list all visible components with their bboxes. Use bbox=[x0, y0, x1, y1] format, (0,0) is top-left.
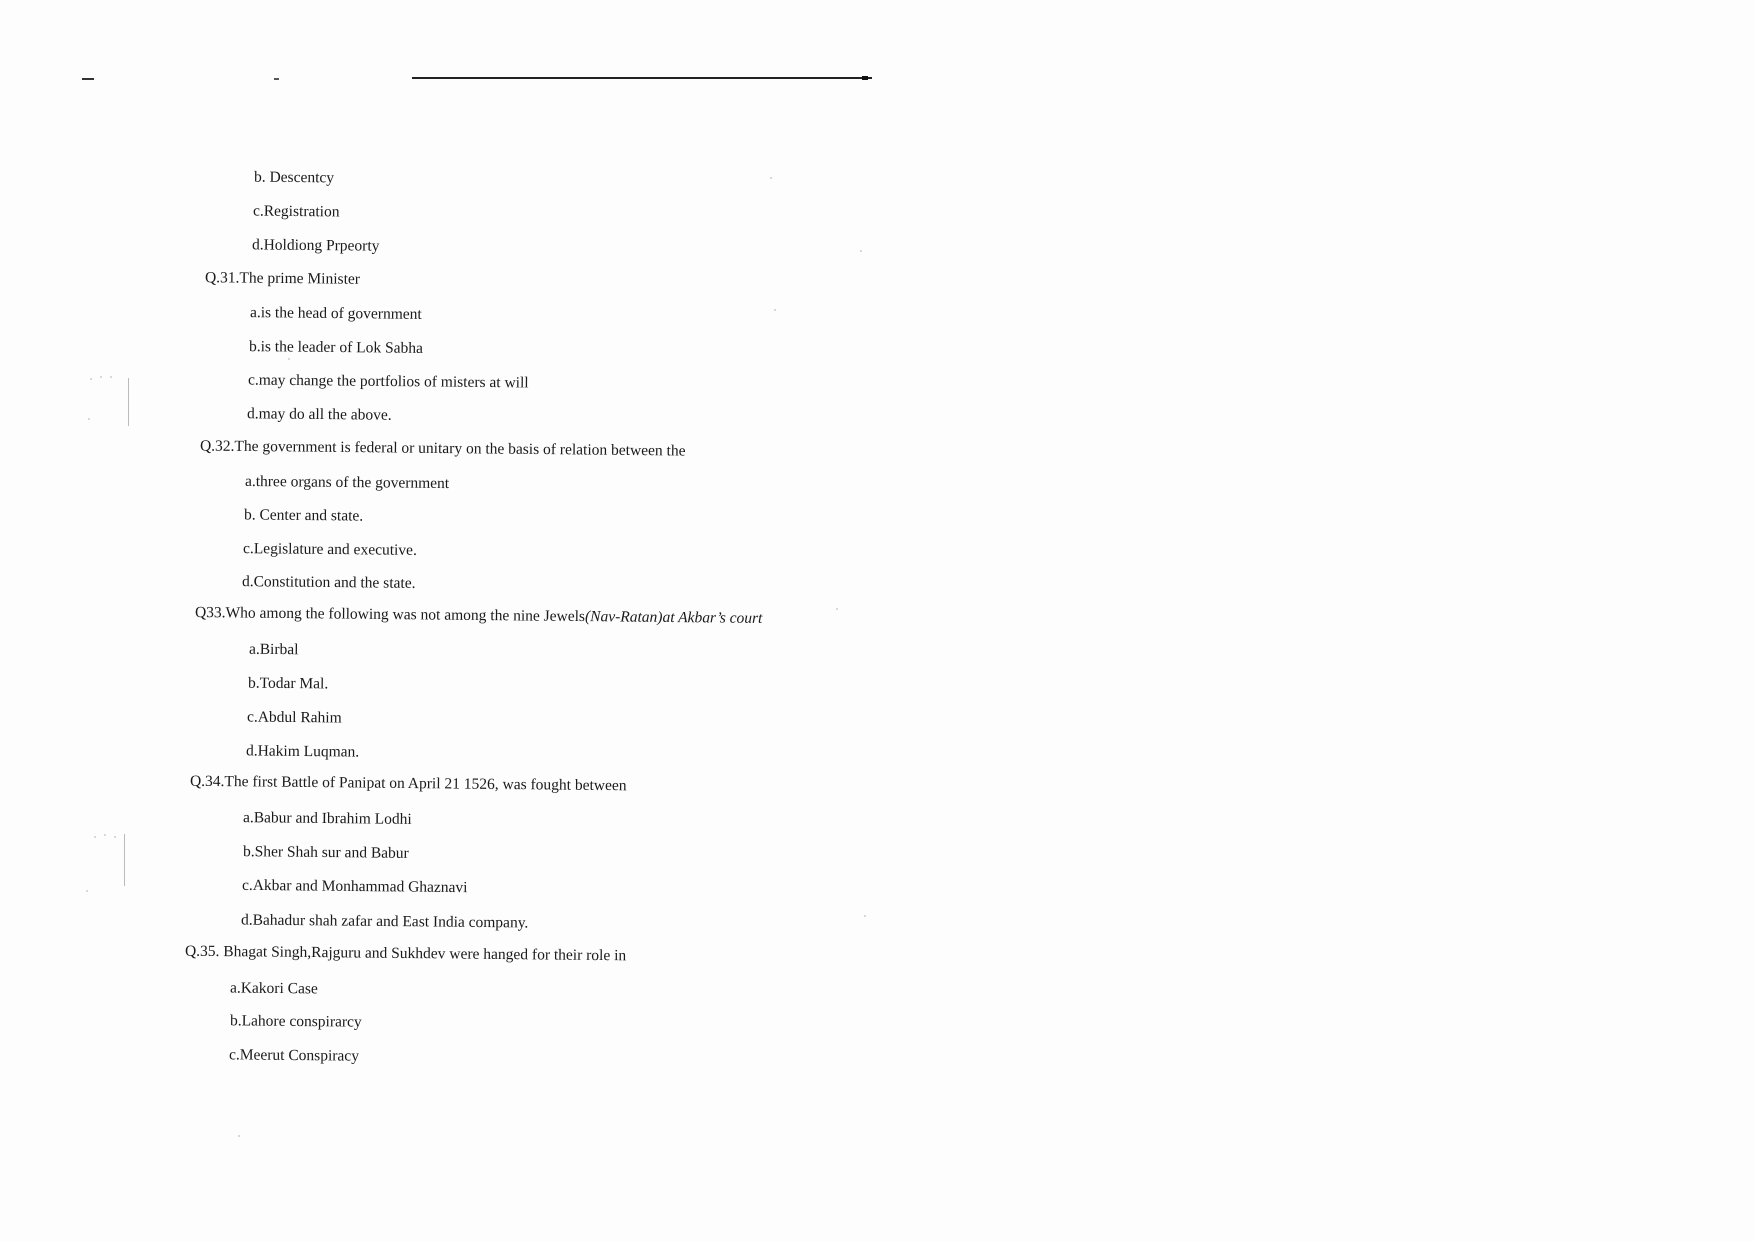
answer-option: c.Legislature and executive. bbox=[242, 540, 417, 559]
answer-option: c.Akbar and Monhammad Ghaznavi bbox=[241, 876, 468, 897]
margin-artifact bbox=[128, 378, 129, 426]
margin-artifact bbox=[124, 834, 125, 886]
margin-artifact bbox=[88, 418, 90, 420]
answer-option: b.Lahore conspirarcy bbox=[229, 1012, 362, 1031]
question-text: Q.31.The prime Minister bbox=[204, 269, 361, 288]
scan-speck bbox=[238, 1135, 240, 1137]
answer-option: d.Constitution and the state. bbox=[241, 573, 416, 592]
answer-option: a.three organs of the government bbox=[244, 472, 450, 493]
answer-option: d.Bahadur shah zafar and East India company. bbox=[240, 911, 529, 932]
scan-mark-dash bbox=[274, 78, 279, 80]
answer-option: d.may do all the above. bbox=[246, 405, 392, 424]
scan-speck bbox=[770, 177, 772, 179]
answer-option: a.Kakori Case bbox=[229, 979, 318, 998]
answer-option: d.Hakim Luqman. bbox=[245, 742, 360, 761]
margin-artifact bbox=[110, 376, 112, 378]
margin-artifact bbox=[90, 378, 92, 380]
scan-mark-dash bbox=[82, 78, 94, 80]
question-text: Q.34.The first Battle of Panipat on April 21 1526, was fought between bbox=[189, 772, 627, 795]
scan-speck bbox=[860, 250, 862, 252]
answer-option: d.Holdiong Prpeorty bbox=[251, 236, 380, 255]
margin-artifact bbox=[100, 376, 102, 378]
answer-option: b.is the leader of Lok Sabha bbox=[248, 338, 423, 357]
answer-option: c.may change the portfolios of misters at will bbox=[247, 371, 529, 392]
margin-artifact bbox=[94, 836, 96, 838]
answer-option: b. Descentcy bbox=[253, 168, 335, 187]
scan-speck bbox=[288, 358, 290, 360]
scan-speck bbox=[774, 309, 776, 311]
question-text: Q.32.The government is federal or unitary on the basis of relation between the bbox=[199, 437, 686, 460]
margin-artifact bbox=[114, 836, 116, 838]
answer-option: a.Birbal bbox=[248, 640, 299, 659]
margin-artifact bbox=[86, 890, 88, 892]
scan-speck bbox=[836, 608, 838, 610]
scan-speck bbox=[864, 915, 866, 917]
answer-option: b. Center and state. bbox=[243, 506, 364, 525]
answer-option: b.Todar Mal. bbox=[247, 674, 329, 693]
header-rule bbox=[412, 77, 872, 79]
question-text bbox=[195, 604, 763, 628]
margin-artifact bbox=[104, 834, 106, 836]
answer-option: b.Sher Shah sur and Babur bbox=[242, 843, 409, 862]
question-text: Q.35. Bhagat Singh,Rajguru and Sukhdev were hanged for their role in bbox=[184, 942, 627, 965]
answer-option: c.Registration bbox=[252, 202, 340, 221]
answer-option: c.Abdul Rahim bbox=[246, 708, 342, 727]
answer-option: a.Babur and Ibrahim Lodhi bbox=[242, 809, 412, 828]
header-rule-end bbox=[862, 76, 868, 80]
answer-option: c.Meerut Conspiracy bbox=[228, 1046, 360, 1065]
answer-option: a.is the head of government bbox=[249, 304, 422, 323]
question-text-main: Q33.Who among the following was not among the nine Jewels bbox=[194, 604, 586, 626]
question-text-italic: (Nav-Ratan)at Akbar’s court bbox=[584, 608, 763, 627]
